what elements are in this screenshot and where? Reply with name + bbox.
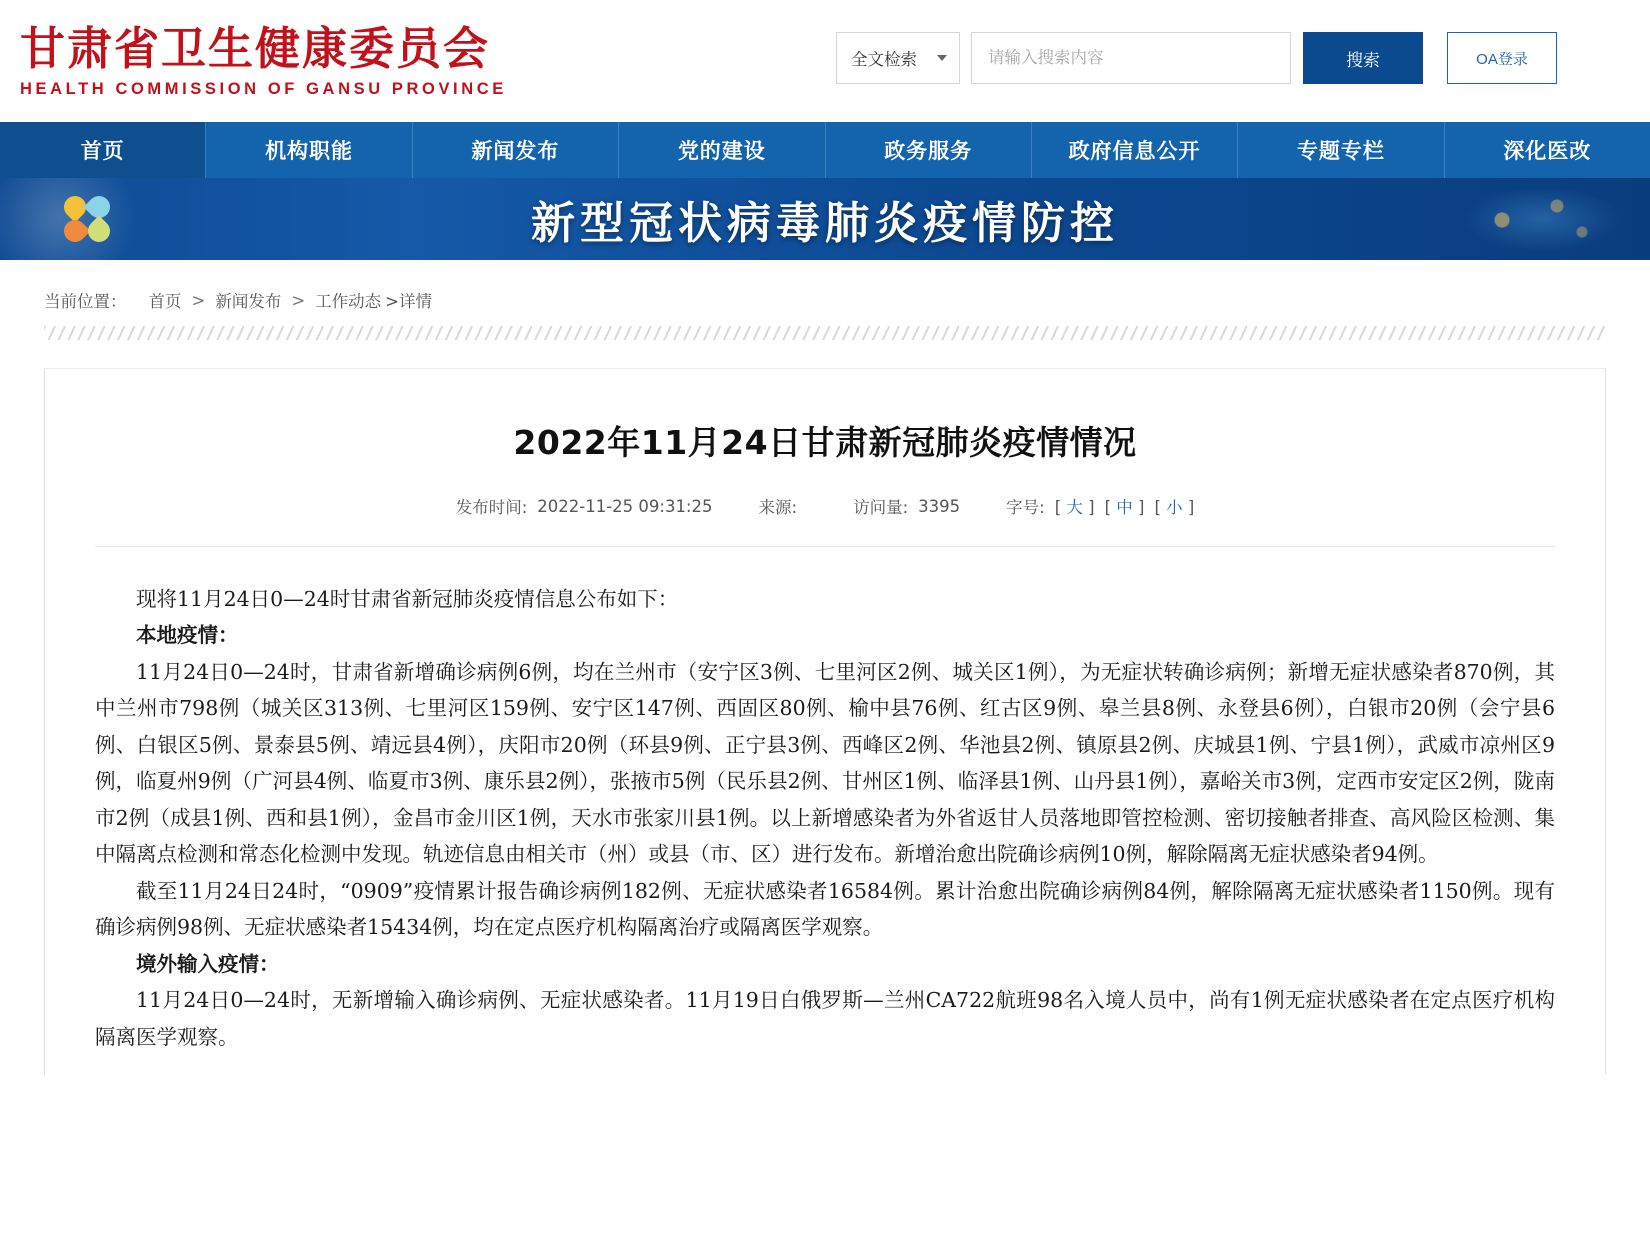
site-header bbox=[0, 0, 1650, 122]
covid-banner[interactable] bbox=[0, 178, 1650, 260]
breadcrumb-current: >详情 bbox=[385, 292, 432, 311]
nav-item-news[interactable]: 新闻发布 bbox=[413, 122, 619, 178]
breadcrumb-item-home[interactable]: 首页 bbox=[148, 292, 182, 311]
banner-title: 新型冠状病毒肺炎疫情防控 bbox=[531, 198, 1119, 249]
chevron-down-icon bbox=[937, 55, 947, 61]
breadcrumb bbox=[44, 288, 1650, 312]
fontsize-option-small[interactable]: 小 bbox=[1166, 498, 1183, 517]
nav-item-topics[interactable]: 专题专栏 bbox=[1238, 122, 1444, 178]
breadcrumb-prefix: 当前位置： bbox=[44, 292, 127, 311]
nav-item-party[interactable]: 党的建设 bbox=[619, 122, 825, 178]
article-paragraph: 11月24日0—24时，无新增输入确诊病例、无症状感染者。11月19日白俄罗斯—兰州CA722航班98名入境人员中，尚有1例无症状感染者在定点医疗机构隔离医学观察。 bbox=[95, 988, 1555, 1049]
views-label: 访问量: bbox=[853, 498, 909, 517]
article-content bbox=[95, 581, 1555, 1055]
article-subheading-local: 本地疫情： bbox=[136, 623, 239, 648]
fontsize-label: 字号: bbox=[1006, 498, 1045, 517]
fontsize-option-medium[interactable]: 中 bbox=[1116, 498, 1133, 517]
nav-item-functions[interactable]: 机构职能 bbox=[206, 122, 412, 178]
decorative-hatch-divider bbox=[44, 326, 1606, 340]
flower-logo-icon bbox=[62, 194, 114, 244]
breadcrumb-separator: > bbox=[191, 290, 206, 310]
nav-item-reform[interactable]: 深化医改 bbox=[1503, 139, 1592, 163]
fontsize-option-large[interactable]: 大 bbox=[1066, 498, 1083, 517]
article-meta bbox=[95, 494, 1555, 518]
article-paragraph: 截至11月24日24时，“0909”疫情累计报告确诊病例182例、无症状感染者16584例。累计治愈出院确诊病例84例，解除隔离无症状感染者1150例。现有确诊病例98例、无症状感染者15434例，均在定点医疗机构隔离治疗或隔离医学观察。 bbox=[95, 878, 1555, 940]
search-button[interactable]: 搜索 bbox=[1303, 32, 1423, 84]
oa-login-button[interactable]: OA登录 bbox=[1447, 32, 1557, 84]
fontsize-option-medium-group: [ 中 ] bbox=[1104, 498, 1145, 517]
fontsize-option-small-group: [ 小 ] bbox=[1154, 498, 1195, 517]
article-paragraph: 11月24日0—24时，甘肃省新增确诊病例6例，均在兰州市（安宁区3例、七里河区2例、城关区1例），为无症状转确诊病例；新增无症状感染者870例，其中兰州市798例（城关区313例、七里河区159例、安宁区147例、西固区80例、榆中县76例、红古区9例、皋兰县8例、永登县6例），白银市20例（会宁县6例、白银区5例、景泰县5例、靖远县4例），庆阳市20例（环县9例、正宁县3例、西峰区2例、华池县2例、镇原县2例、庆城县1例、宁县1例），武威市凉州区9例，临夏州9例（广河县4例、临夏市3例、康乐县2例），张掖市5例（民乐县2例、甘州区1例、临泽县1例、山丹县1例），嘉峪关市3例，定西市安定区2例，陇南市2例（成县1例、西和县1例），金昌市金川区1例，天水市张家川县1例。以上新增感染者为外省返甘人员落地即管控检测、密切接触者排查、高风险区检测、集中隔离点检测和常态化检测中发现。轨迹信息由相关市（州）或县（市、区）进行发布。新增治愈出院确诊病例10例，解除隔离无症状感染者94例。 bbox=[95, 659, 1555, 867]
site-logo[interactable] bbox=[20, 23, 507, 99]
views-value: 3395 bbox=[918, 496, 961, 516]
main-nav bbox=[0, 122, 1650, 178]
nav-item-home[interactable]: 首页 bbox=[0, 122, 206, 178]
source-label: 来源: bbox=[758, 498, 798, 517]
logo-title-en: HEALTH COMMISSION OF GANSU PROVINCE bbox=[20, 79, 507, 98]
publish-time-label: 发布时间: bbox=[455, 498, 528, 517]
search-input[interactable] bbox=[971, 32, 1291, 84]
search-area bbox=[836, 32, 1557, 84]
search-scope-label: 全文检索 bbox=[851, 51, 917, 69]
breadcrumb-item-news[interactable]: 新闻发布 bbox=[215, 292, 282, 311]
page-title: 2022年11月24日甘肃新冠肺炎疫情情况 bbox=[513, 423, 1137, 462]
logo-title-cn: 甘肃省卫生健康委员会 bbox=[20, 22, 491, 76]
article-container bbox=[44, 368, 1606, 1075]
search-scope-select[interactable] bbox=[836, 32, 960, 84]
nav-item-disclosure[interactable]: 政府信息公开 bbox=[1032, 122, 1238, 178]
breadcrumb-separator: > bbox=[291, 290, 306, 310]
virus-illustration-icon bbox=[1462, 186, 1622, 252]
publish-time-value: 2022-11-25 09:31:25 bbox=[537, 496, 713, 516]
article-subheading-imported: 境外输入疫情： bbox=[136, 951, 280, 976]
article-paragraph: 现将11月24日0—24时甘肃省新冠肺炎疫情信息公布如下： bbox=[136, 587, 679, 611]
page-body bbox=[0, 368, 1650, 1075]
breadcrumb-item-updates[interactable]: 工作动态 bbox=[315, 292, 382, 311]
breadcrumb-area bbox=[0, 260, 1650, 340]
fontsize-option-large-group: [ 大 ] bbox=[1054, 498, 1095, 517]
meta-divider bbox=[95, 546, 1555, 547]
nav-item-services[interactable]: 政务服务 bbox=[826, 122, 1032, 178]
